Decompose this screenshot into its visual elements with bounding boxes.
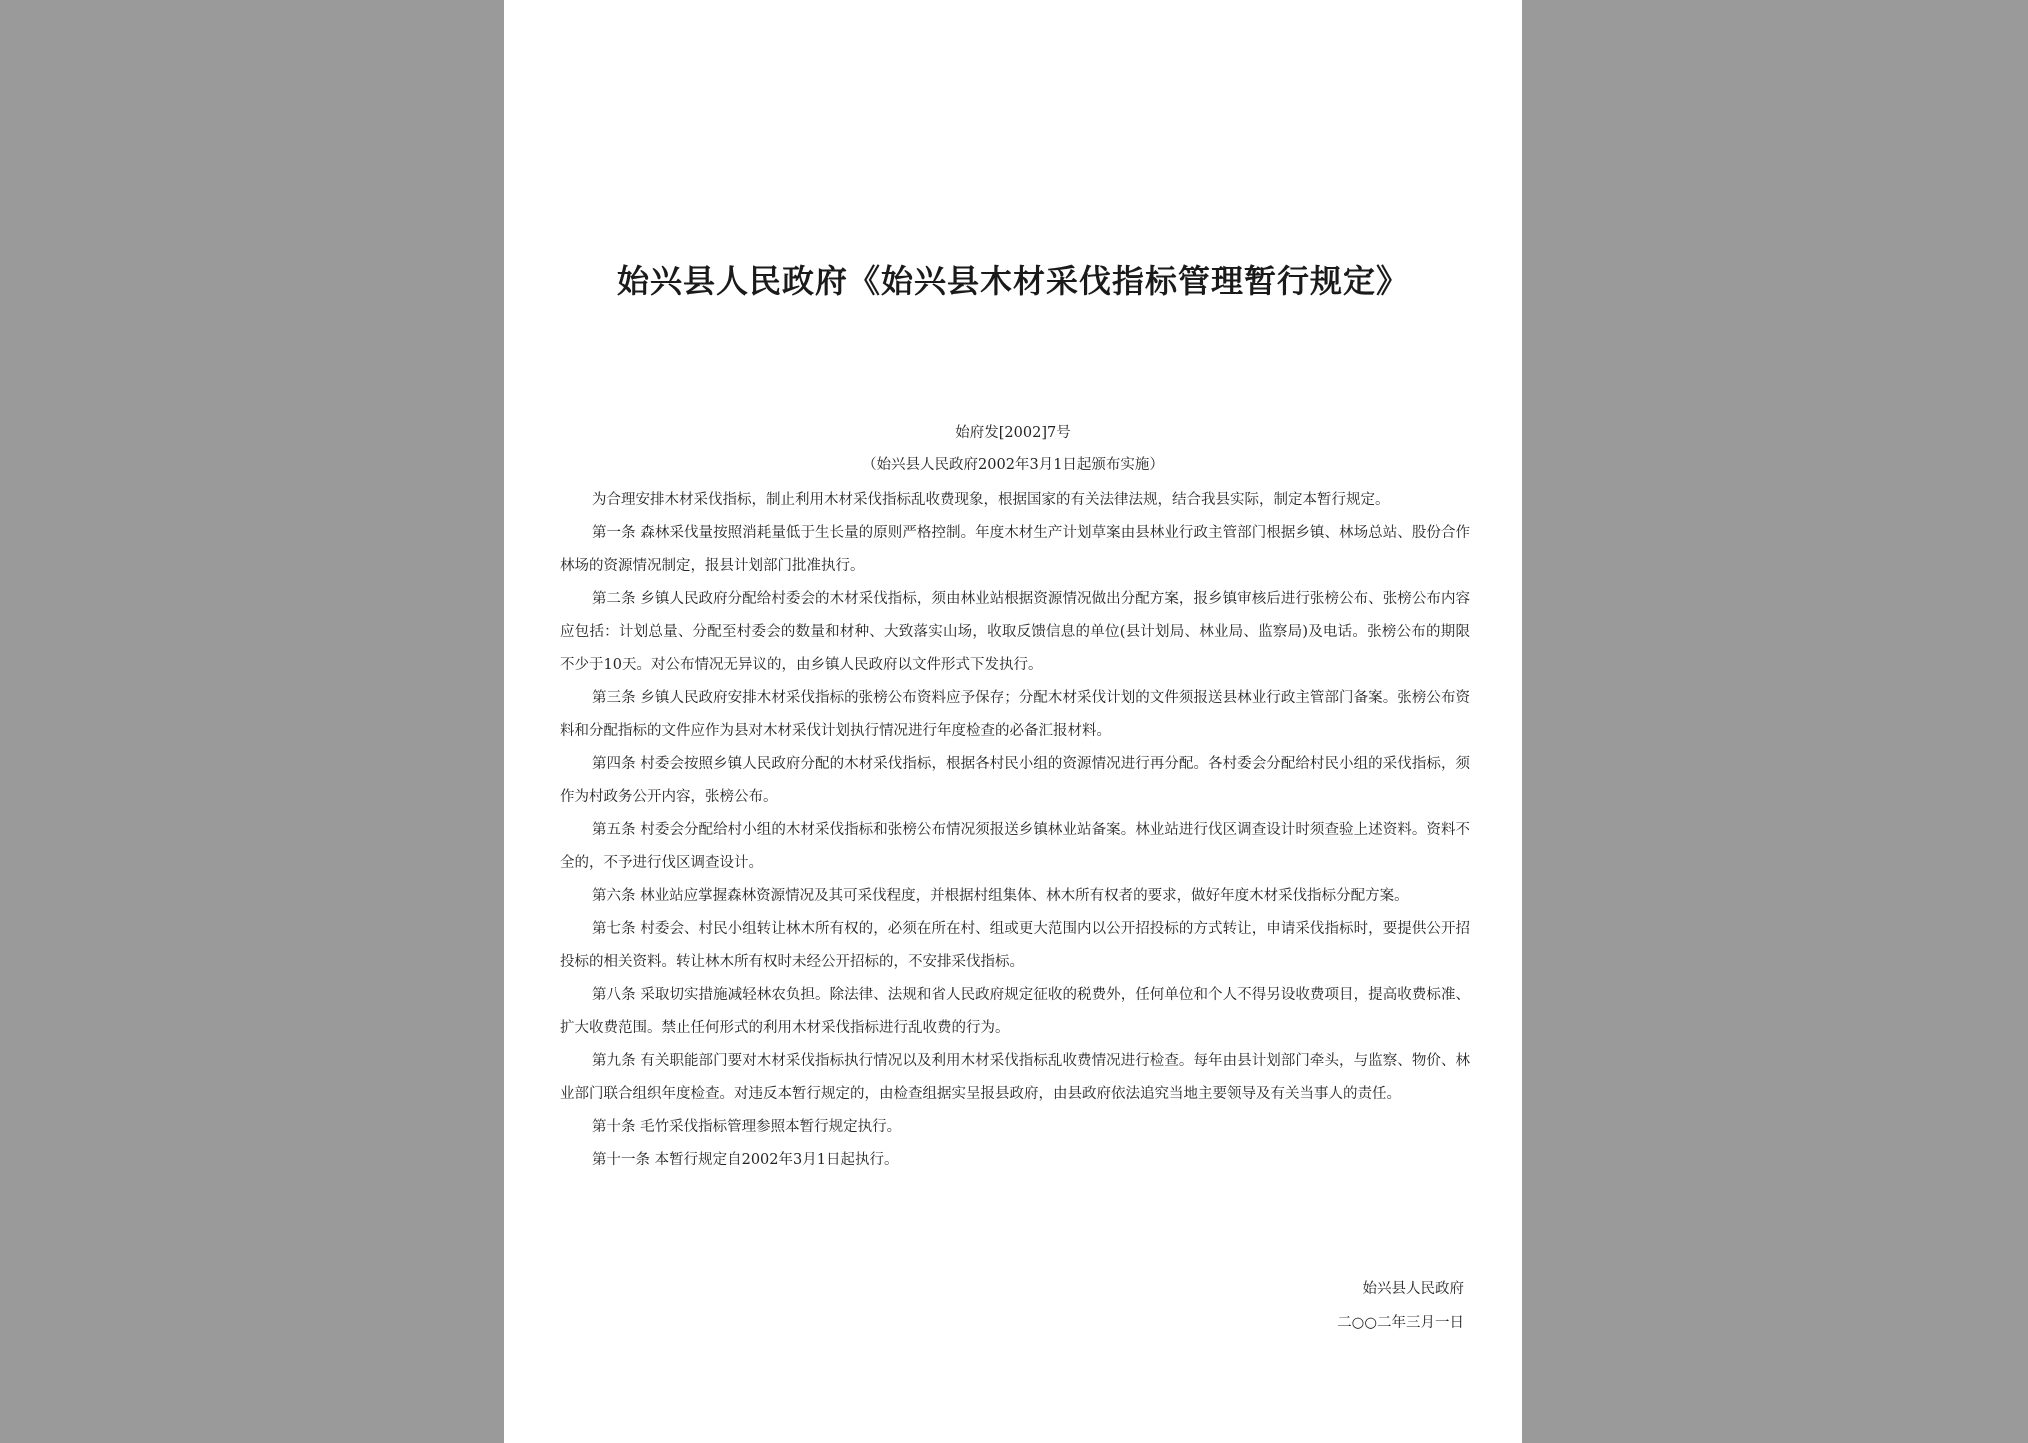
article-8: 第八条 采取切实措施减轻林农负担。除法律、法规和省人民政府规定征收的税费外，任何单位和个人不得另设收费项目，提高收费标准、扩大收费范围。禁止任何形式的利用木材采伐指标进行乱收费的行为。 xyxy=(560,987,1470,1036)
article-11: 第十一条 本暂行规定自2002年3月1日起执行。 xyxy=(592,1152,899,1168)
article-2: 第二条 乡镇人民政府分配给村委会的木材采伐指标，须由林业站根据资源情况做出分配方案，报乡镇审核后进行张榜公布、张榜公布内容应包括：计划总量、分配至村委会的数量和材种、大致落实山场，收取反馈信息的单位(县计划局、林业局、监察局)及电话。张榜公布的期限不少于10天。对公布情况无异议的，由乡镇人民政府以文件形式下发执行。 xyxy=(560,591,1470,673)
article-10: 第十条 毛竹采伐指标管理参照本暂行规定执行。 xyxy=(592,1119,902,1135)
article-1: 第一条 森林采伐量按照消耗量低于生长量的原则严格控制。年度木材生产计划草案由县林业行政主管部门根据乡镇、林场总站、股份合作林场的资源情况制定，报县计划部门批准执行。 xyxy=(560,525,1470,574)
document-page xyxy=(504,0,1522,1443)
document-body xyxy=(560,484,1470,1177)
promulgation-note: （始兴县人民政府2002年3月1日起颁布实施） xyxy=(862,457,1164,473)
preamble-paragraph: 为合理安排木材采伐指标，制止利用木材采伐指标乱收费现象，根据国家的有关法律法规，结合我县实际，制定本暂行规定。 xyxy=(592,492,1390,508)
article-6: 第六条 林业站应掌握森林资源情况及其可采伐程度，并根据村组集体、林木所有权者的要求，做好年度木材采伐指标分配方案。 xyxy=(592,888,1409,904)
document-title: 始兴县人民政府《始兴县木材采伐指标管理暂行规定》 xyxy=(616,262,1409,300)
article-5: 第五条 村委会分配给村小组的木材采伐指标和张榜公布情况须报送乡镇林业站备案。林业站进行伐区调查设计时须查验上述资料。资料不全的，不予进行伐区调查设计。 xyxy=(560,822,1470,871)
article-9: 第九条 有关职能部门要对木材采伐指标执行情况以及利用木材采伐指标乱收费情况进行检查。每年由县计划部门牵头，与监察、物价、林业部门联合组织年度检查。对违反本暂行规定的，由检查组据实呈报县政府，由县政府依法追究当地主要领导及有关当事人的责任。 xyxy=(560,1053,1470,1102)
signature-date: 二○○二年三月一日 xyxy=(1337,1315,1464,1331)
article-4: 第四条 村委会按照乡镇人民政府分配的木材采伐指标，根据各村民小组的资源情况进行再分配。各村委会分配给村民小组的采伐指标，须作为村政务公开内容，张榜公布。 xyxy=(560,756,1470,805)
document-number: 始府发[2002]7号 xyxy=(955,425,1071,441)
signature-organization: 始兴县人民政府 xyxy=(1362,1281,1464,1297)
article-3: 第三条 乡镇人民政府安排木材采伐指标的张榜公布资料应予保存；分配木材采伐计划的文件须报送县林业行政主管部门备案。张榜公布资料和分配指标的文件应作为县对木材采伐计划执行情况进行年度检查的必备汇报材料。 xyxy=(560,690,1470,739)
article-7: 第七条 村委会、村民小组转让林木所有权的，必须在所在村、组或更大范围内以公开招投标的方式转让，申请采伐指标时，要提供公开招投标的相关资料。转让林木所有权时未经公开招标的，不安排采伐指标。 xyxy=(560,921,1470,970)
